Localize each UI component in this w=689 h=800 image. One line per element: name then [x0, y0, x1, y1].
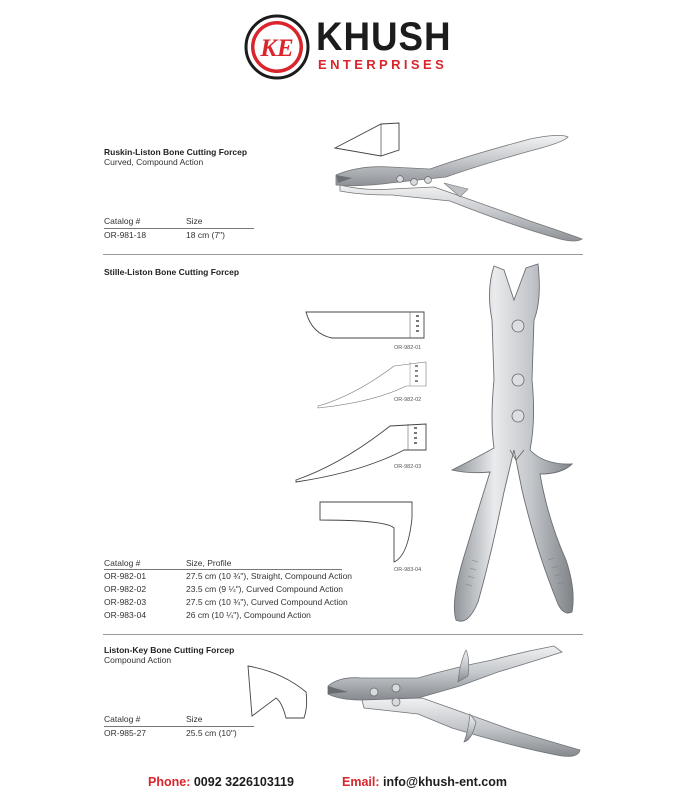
catalog-number: OR-985-27: [104, 728, 147, 738]
size-value: 27.5 cm (10 ¾"), Curved Compound Action: [186, 597, 348, 607]
catalog-number: OR-981-18: [104, 230, 147, 240]
section-separator: [103, 634, 583, 635]
catalog-number: OR-983-04: [104, 610, 147, 620]
size-profile-column-header: Size, Profile: [186, 558, 232, 568]
profile-label: OR-982-01: [394, 345, 422, 351]
catalog-number: OR-982-01: [104, 571, 147, 581]
footer-phone: [148, 775, 294, 789]
section-separator: [103, 254, 583, 255]
logo-letters: KE: [260, 35, 294, 62]
catalog-number: OR-982-03: [104, 597, 147, 607]
catalog-column-header: Catalog #: [104, 714, 141, 724]
size-value: 27.5 cm (10 ¾"), Straight, Compound Action: [186, 571, 353, 581]
size-column-header: Size: [186, 714, 203, 724]
brand-name: KHUSH: [316, 15, 452, 59]
catalog-column-header: Catalog #: [104, 558, 141, 568]
size-value: 26 cm (10 ¼"), Compound Action: [186, 610, 311, 620]
product-subtitle: Curved, Compound Action: [104, 157, 204, 167]
email-label: Email:: [342, 775, 380, 789]
product-title: Stille-Liston Bone Cutting Forcep: [104, 267, 240, 277]
phone-number[interactable]: 0092 3226103119: [193, 775, 294, 789]
phone-label: Phone:: [148, 775, 191, 789]
profile-label: OR-982-03: [394, 464, 422, 470]
size-column-header: Size: [186, 216, 203, 226]
brand-logo-icon: [244, 14, 310, 80]
product-title: Ruskin-Liston Bone Cutting Forcep: [104, 147, 248, 157]
brand-subtitle: ENTERPRISES: [318, 57, 448, 72]
email-address[interactable]: info@khush-ent.com: [383, 775, 507, 789]
profile-label: OR-983-04: [394, 567, 422, 573]
ruskin-liston-forcep-image: [330, 125, 586, 245]
size-value: 18 cm (7"): [186, 230, 225, 240]
product-subtitle: Compound Action: [104, 655, 172, 665]
size-value: 23.5 cm (9 ¼"), Curved Compound Action: [186, 584, 344, 594]
product-title: Liston-Key Bone Cutting Forcep: [104, 645, 235, 655]
jaw-profile-drawing: [246, 662, 312, 722]
stille-liston-forcep-image: [444, 260, 584, 630]
liston-key-forcep-image: [322, 642, 584, 760]
jaw-profile-curved-large-drawing: [292, 420, 432, 484]
jaw-profile-straight-drawing: [302, 308, 432, 344]
profile-label: OR-982-02: [394, 397, 422, 403]
catalog-number: OR-982-02: [104, 584, 147, 594]
jaw-profile-angled-drawing: [316, 498, 416, 566]
catalog-column-header: Catalog #: [104, 216, 141, 226]
size-value: 25.5 cm (10"): [186, 728, 237, 738]
footer-email: [342, 775, 507, 789]
